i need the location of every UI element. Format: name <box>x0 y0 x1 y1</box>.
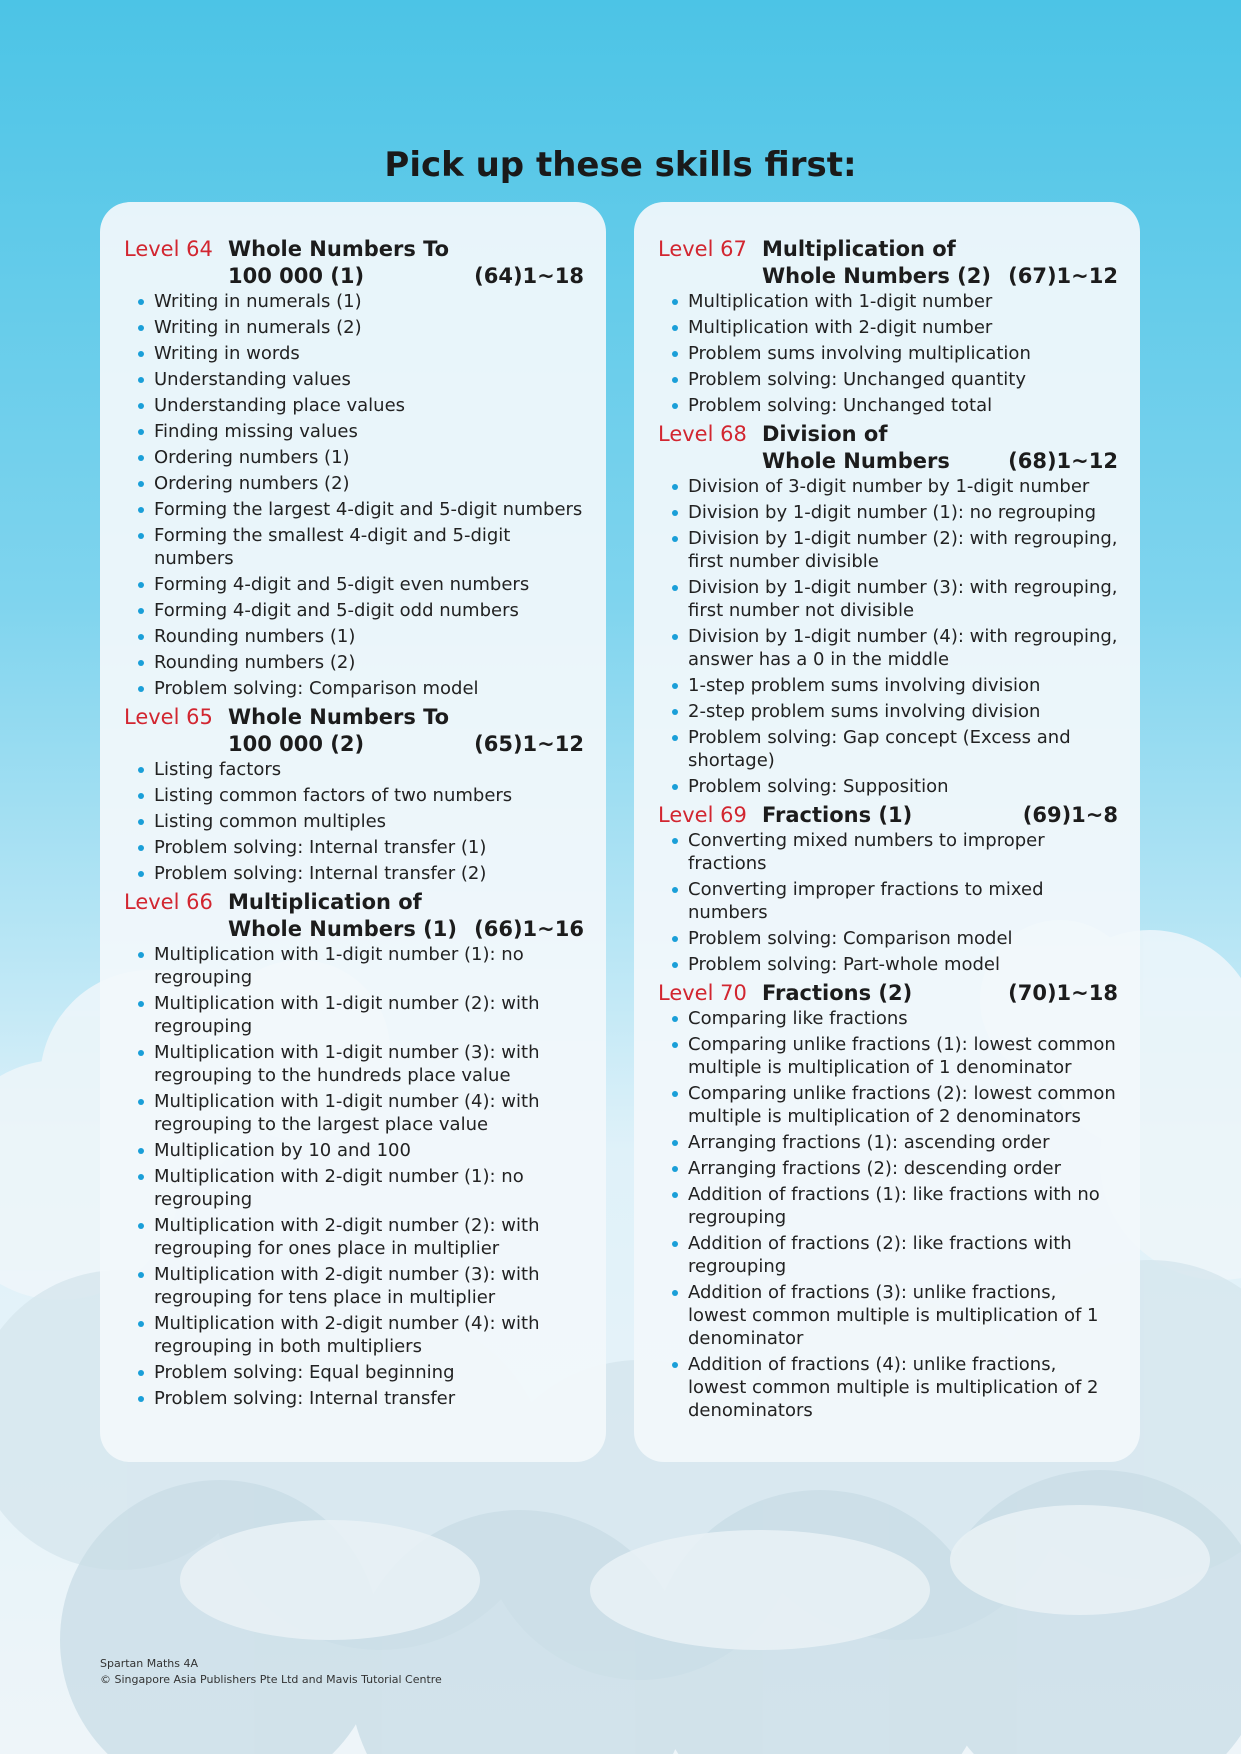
skill-item: Converting mixed numbers to improper fractions <box>672 829 1118 875</box>
page-footer <box>100 1656 442 1688</box>
level-block-66 <box>124 889 584 1410</box>
level-block-69 <box>658 802 1118 976</box>
skill-item: Multiplication with 1-digit number (4): with regrouping to the largest place value <box>138 1090 584 1136</box>
level-tag: Level 67 <box>658 237 747 261</box>
skill-item: Ordering numbers (1) <box>138 446 584 469</box>
level-block-64 <box>124 236 584 700</box>
skill-item: Finding missing values <box>138 420 584 443</box>
copyright-notice: © Singapore Asia Publishers Pte Ltd and Mavis Tutorial Centre <box>100 1673 442 1686</box>
skill-item: Problem solving: Internal transfer <box>138 1387 584 1410</box>
level-title-line2: Whole Numbers (2) <box>762 264 991 288</box>
skill-list <box>138 290 584 700</box>
level-block-67 <box>658 236 1118 417</box>
skills-panel-right <box>634 202 1140 1462</box>
skill-list <box>672 475 1118 798</box>
level-tag: Level 68 <box>658 422 747 446</box>
skill-item: Multiplication with 1-digit number <box>672 290 1118 313</box>
skill-item: Forming 4-digit and 5-digit even numbers <box>138 573 584 596</box>
skill-item: Understanding values <box>138 368 584 391</box>
skill-item: Forming the smallest 4-digit and 5-digit numbers <box>138 524 584 570</box>
level-title: Fractions (1) <box>762 803 913 827</box>
skill-item: Problem solving: Unchanged quantity <box>672 368 1118 391</box>
skill-item: 1-step problem sums involving division <box>672 674 1118 697</box>
skill-item: Division by 1-digit number (2): with regrouping, first number divisible <box>672 527 1118 573</box>
skill-item: Listing factors <box>138 758 584 781</box>
skill-item: 2-step problem sums involving division <box>672 700 1118 723</box>
skill-item: Converting improper fractions to mixed numbers <box>672 878 1118 924</box>
skill-item: Problem solving: Unchanged total <box>672 394 1118 417</box>
skill-item: Problem solving: Internal transfer (2) <box>138 862 584 885</box>
skill-item: Addition of fractions (4): unlike fractions, lowest common multiple is multiplication of 2 denominators <box>672 1353 1118 1422</box>
skill-list <box>138 943 584 1410</box>
level-header <box>658 802 1118 829</box>
book-title: Spartan Maths 4A <box>100 1657 199 1670</box>
level-header <box>658 980 1118 1007</box>
level-header <box>658 236 1118 290</box>
skill-item: Problem solving: Gap concept (Excess and shortage) <box>672 726 1118 772</box>
level-range: (67)1~12 <box>1008 264 1118 288</box>
skill-item: Understanding place values <box>138 394 584 417</box>
skill-item: Multiplication with 2-digit number <box>672 316 1118 339</box>
skill-item: Arranging fractions (1): ascending order <box>672 1131 1118 1154</box>
skill-item: Problem solving: Comparison model <box>138 677 584 700</box>
level-title-line2: Whole Numbers (1) <box>228 917 457 941</box>
level-block-70 <box>658 980 1118 1422</box>
page-title: Pick up these skills first: <box>384 145 857 185</box>
level-title: Whole Numbers To <box>228 705 450 729</box>
skill-item: Comparing unlike fractions (2): lowest common multiple is multiplication of 2 denominators <box>672 1082 1118 1128</box>
skill-item: Rounding numbers (2) <box>138 651 584 674</box>
level-range: (66)1~16 <box>474 917 584 941</box>
skill-item: Addition of fractions (3): unlike fractions, lowest common multiple is multiplication of 1 denominator <box>672 1281 1118 1350</box>
level-block-68 <box>658 421 1118 798</box>
skill-item: Comparing unlike fractions (1): lowest common multiple is multiplication of 1 denominator <box>672 1033 1118 1079</box>
skill-list <box>672 829 1118 976</box>
skill-item: Rounding numbers (1) <box>138 625 584 648</box>
skill-item: Addition of fractions (1): like fractions with no regrouping <box>672 1183 1118 1229</box>
level-header <box>124 704 584 758</box>
level-block-65 <box>124 704 584 885</box>
skill-item: Forming 4-digit and 5-digit odd numbers <box>138 599 584 622</box>
skill-item: Problem solving: Supposition <box>672 775 1118 798</box>
level-title-line2: 100 000 (1) <box>228 264 365 288</box>
level-title: Whole Numbers To <box>228 237 450 261</box>
skill-item: Multiplication with 2-digit number (1): no regrouping <box>138 1165 584 1211</box>
level-title: Division of <box>762 422 888 446</box>
skill-item: Problem solving: Equal beginning <box>138 1361 584 1384</box>
skill-item: Writing in numerals (1) <box>138 290 584 313</box>
skill-item: Problem solving: Comparison model <box>672 927 1118 950</box>
skill-item: Writing in words <box>138 342 584 365</box>
skill-item: Addition of fractions (2): like fractions with regrouping <box>672 1232 1118 1278</box>
level-title: Multiplication of <box>762 237 956 261</box>
skill-item: Listing common factors of two numbers <box>138 784 584 807</box>
skill-item: Division by 1-digit number (4): with regrouping, answer has a 0 in the middle <box>672 625 1118 671</box>
level-tag: Level 65 <box>124 705 213 729</box>
level-header <box>124 236 584 290</box>
skill-item: Ordering numbers (2) <box>138 472 584 495</box>
level-range: (68)1~12 <box>1008 449 1118 473</box>
level-title-line2: Whole Numbers <box>762 449 950 473</box>
skill-item: Multiplication with 1-digit number (3): with regrouping to the hundreds place value <box>138 1041 584 1087</box>
skill-item: Division by 1-digit number (1): no regrouping <box>672 501 1118 524</box>
skill-item: Problem solving: Internal transfer (1) <box>138 836 584 859</box>
skill-item: Multiplication with 1-digit number (2): with regrouping <box>138 992 584 1038</box>
level-header <box>124 889 584 943</box>
skill-list <box>672 290 1118 417</box>
skill-item: Listing common multiples <box>138 810 584 833</box>
level-range: (70)1~18 <box>1008 981 1118 1005</box>
skill-item: Forming the largest 4-digit and 5-digit numbers <box>138 498 584 521</box>
level-title: Multiplication of <box>228 890 422 914</box>
level-title: Fractions (2) <box>762 981 913 1005</box>
level-range: (65)1~12 <box>474 732 584 756</box>
level-tag: Level 64 <box>124 237 213 261</box>
level-header <box>658 421 1118 475</box>
skill-list <box>138 758 584 885</box>
skill-item: Multiplication by 10 and 100 <box>138 1139 584 1162</box>
skill-item: Problem solving: Part-whole model <box>672 953 1118 976</box>
level-tag: Level 70 <box>658 981 747 1005</box>
skill-item: Multiplication with 2-digit number (3): with regrouping for tens place in multiplier <box>138 1263 584 1309</box>
level-tag: Level 66 <box>124 890 213 914</box>
level-range: (64)1~18 <box>474 264 584 288</box>
skill-item: Multiplication with 2-digit number (4): with regrouping in both multipliers <box>138 1312 584 1358</box>
skill-item: Multiplication with 2-digit number (2): with regrouping for ones place in multiplier <box>138 1214 584 1260</box>
skill-item: Multiplication with 1-digit number (1): no regrouping <box>138 943 584 989</box>
skill-item: Division by 1-digit number (3): with regrouping, first number not divisible <box>672 576 1118 622</box>
level-title-line2: 100 000 (2) <box>228 732 365 756</box>
skill-item: Writing in numerals (2) <box>138 316 584 339</box>
skill-item: Division of 3-digit number by 1-digit number <box>672 475 1118 498</box>
skills-panel-left <box>100 202 606 1462</box>
skill-item: Problem sums involving multiplication <box>672 342 1118 365</box>
skill-list <box>672 1007 1118 1422</box>
skill-item: Comparing like fractions <box>672 1007 1118 1030</box>
level-range: (69)1~8 <box>1022 803 1118 827</box>
skill-item: Arranging fractions (2): descending order <box>672 1157 1118 1180</box>
level-tag: Level 69 <box>658 803 747 827</box>
